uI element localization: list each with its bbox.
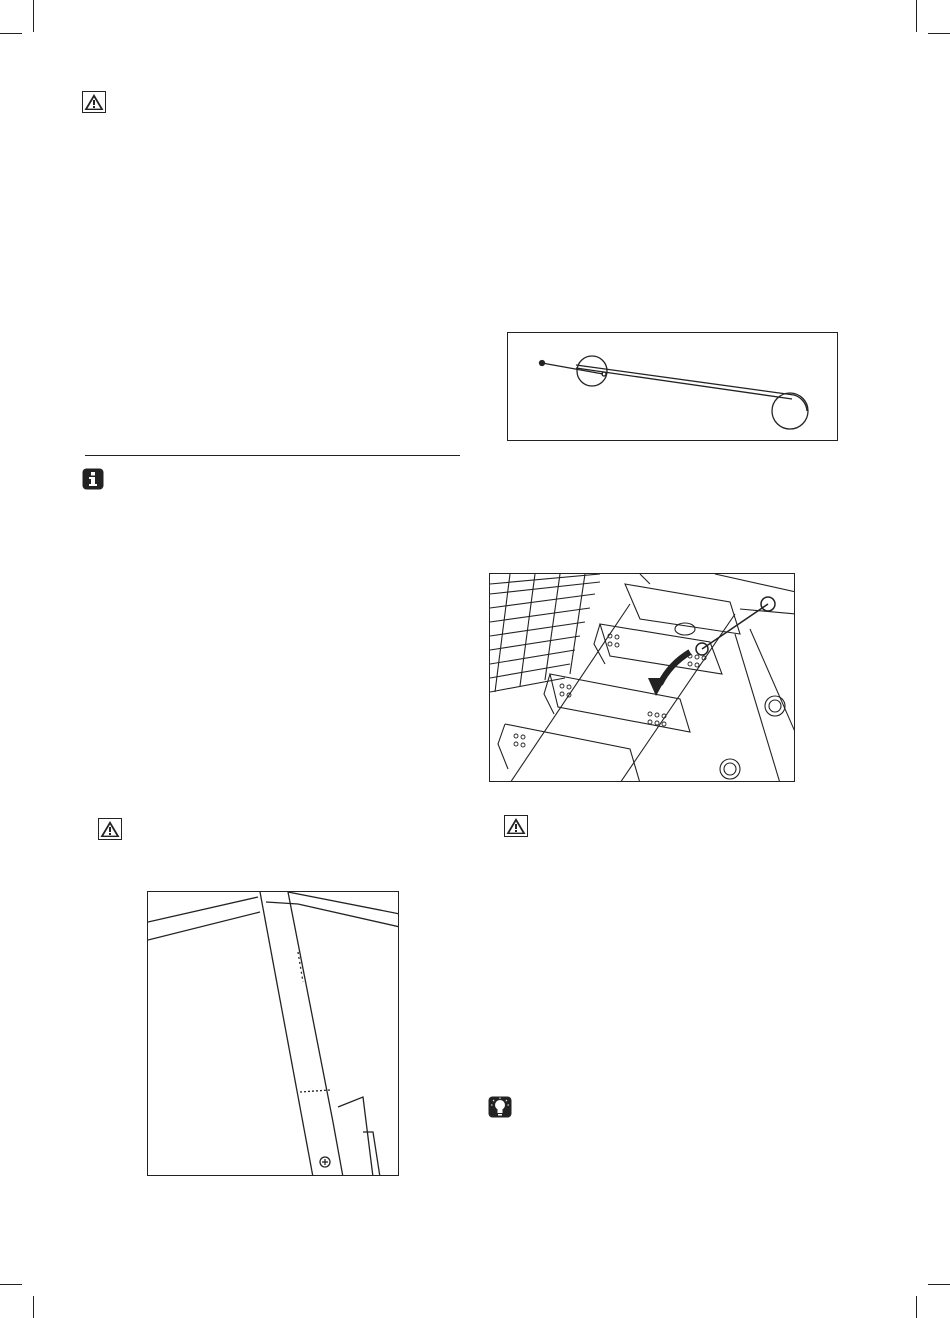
crop-mark-bottom-right-h bbox=[928, 1284, 950, 1285]
warning-triangle-icon bbox=[504, 815, 528, 837]
crop-mark-top-left-h bbox=[0, 33, 22, 34]
section-divider bbox=[85, 455, 460, 456]
crop-mark-top-right-h bbox=[928, 33, 950, 34]
warning-triangle-icon bbox=[82, 91, 106, 113]
lightbulb-tip-icon bbox=[488, 1096, 512, 1118]
crop-mark-top-right-v bbox=[916, 0, 917, 32]
figure-burner-tube bbox=[147, 891, 399, 1176]
burner-tube-drawing bbox=[148, 892, 399, 1176]
burner-drawing bbox=[490, 574, 795, 782]
info-icon bbox=[82, 468, 104, 490]
figure-cotter-pin bbox=[507, 332, 838, 441]
crop-mark-bottom-left-h bbox=[0, 1284, 22, 1285]
cotter-pin-drawing bbox=[508, 333, 838, 441]
figure-burner-removal bbox=[489, 573, 795, 782]
crop-mark-bottom-right-v bbox=[916, 1296, 917, 1318]
crop-mark-top-left-v bbox=[33, 0, 34, 32]
warning-triangle-icon bbox=[98, 818, 122, 840]
crop-mark-bottom-left-v bbox=[33, 1296, 34, 1318]
